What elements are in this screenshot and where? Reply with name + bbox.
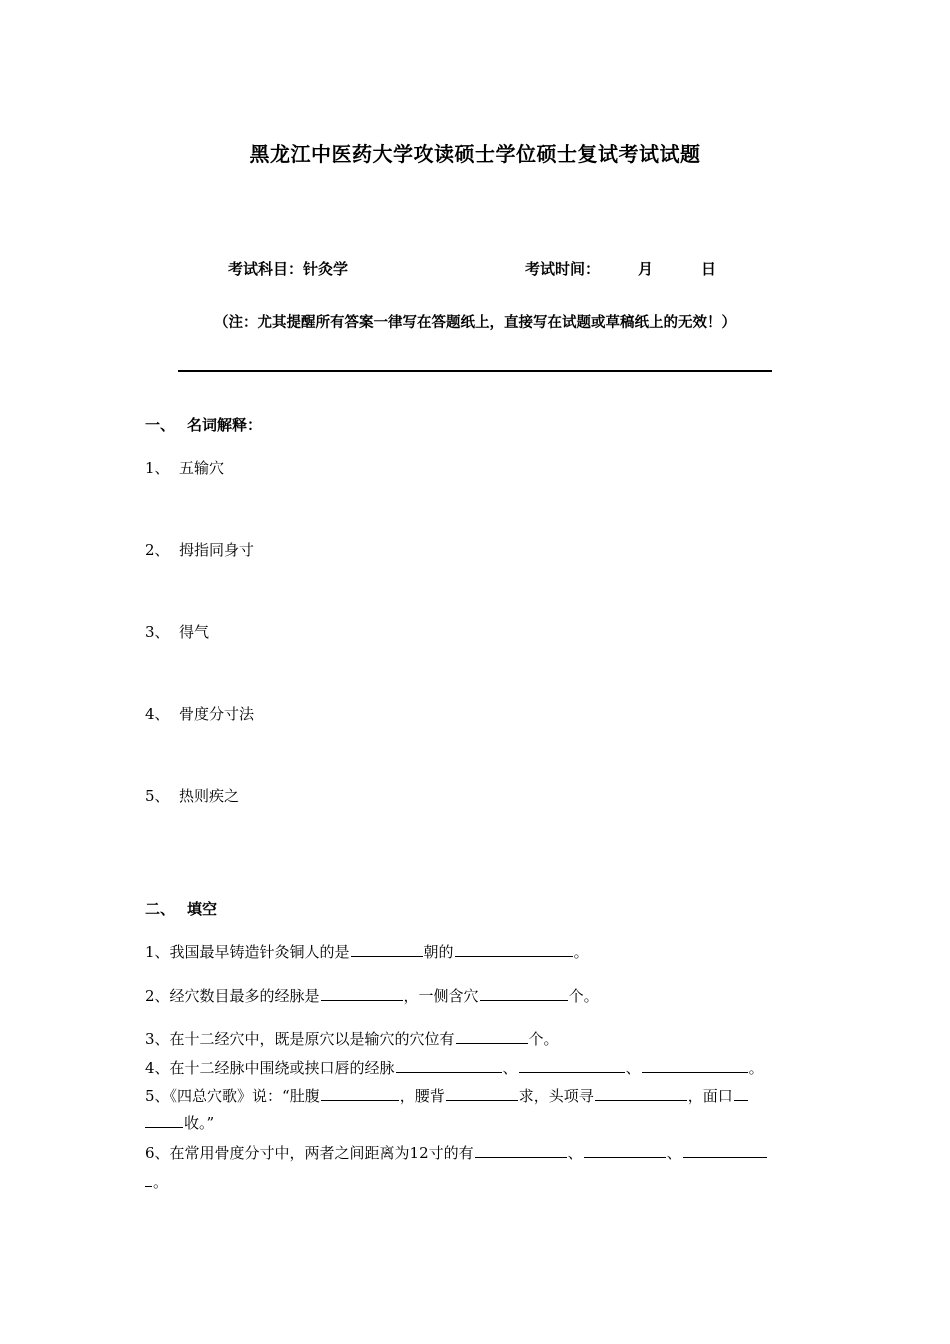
term-number: 4、 — [145, 705, 170, 723]
question-text: 朝的 — [423, 943, 454, 961]
term-item — [145, 703, 254, 724]
answer-blank — [734, 1086, 748, 1101]
question-text: 2、经穴数目最多的经脉是 — [145, 987, 320, 1005]
question-text: 、 — [666, 1144, 682, 1162]
answer-blank — [519, 1058, 625, 1073]
answer-blank — [396, 1058, 502, 1073]
answer-blank — [446, 1086, 518, 1101]
fill-question-6-cont — [145, 1171, 168, 1192]
section-1-title: 名词解释： — [187, 416, 263, 434]
answer-blank — [480, 986, 568, 1001]
header-divider — [178, 370, 772, 372]
question-text: 4、在十二经脉中围绕或挟口唇的经脉 — [145, 1059, 395, 1077]
exam-day-label: 日 — [701, 260, 717, 278]
answer-blank — [455, 942, 573, 957]
page-title: 黑龙江中医药大学攻读硕士学位硕士复试考试试题 — [249, 142, 701, 166]
question-text: 、 — [625, 1059, 641, 1077]
question-text: 。 — [748, 1059, 764, 1077]
fill-question-3 — [145, 1028, 559, 1049]
term-item — [145, 457, 224, 478]
term-number: 1、 — [145, 459, 170, 477]
fill-question-5-cont — [145, 1112, 214, 1133]
section-2-heading — [145, 898, 217, 919]
answer-blank — [642, 1058, 748, 1073]
question-text: 求，头项寻 — [518, 1087, 594, 1105]
question-text: 6、在常用骨度分寸中，两者之间距离为12寸的有 — [145, 1144, 474, 1162]
answer-blank — [584, 1143, 666, 1158]
answer-blank — [321, 986, 403, 1001]
question-text: ，腰背 — [399, 1087, 445, 1105]
answer-blank — [456, 1029, 528, 1044]
question-text: 。 — [153, 1173, 169, 1191]
exam-note: （注：尤其提醒所有答案一律写在答题纸上，直接写在试题或草稿纸上的无效！） — [214, 314, 736, 331]
question-text: 。 — [573, 943, 589, 961]
question-text: 3、在十二经穴中，既是原穴以是输穴的穴位有 — [145, 1030, 455, 1048]
term-number: 2、 — [145, 541, 170, 559]
section-2-number: 二、 — [145, 900, 176, 918]
answer-blank — [145, 1172, 152, 1187]
answer-blank — [321, 1086, 399, 1101]
term-text: 骨度分寸法 — [179, 705, 255, 723]
question-text: 、 — [567, 1144, 583, 1162]
exam-time — [525, 258, 716, 279]
question-text: 5、《四总穴歌》说：“肚腹 — [145, 1087, 320, 1105]
answer-blank — [683, 1143, 767, 1158]
fill-question-6 — [145, 1142, 768, 1163]
answer-blank — [595, 1086, 687, 1101]
question-text: 收。” — [184, 1114, 215, 1132]
fill-question-1 — [145, 941, 589, 962]
exam-subject: 考试科目：针灸学 — [228, 260, 349, 278]
exam-time-label: 考试时间： — [525, 260, 601, 278]
answer-blank — [475, 1143, 567, 1158]
question-text: ，面口 — [687, 1087, 733, 1105]
term-number: 3、 — [145, 623, 170, 641]
question-text: 个。 — [528, 1030, 559, 1048]
question-text: ，一侧含穴 — [403, 987, 479, 1005]
question-text: 个。 — [568, 987, 599, 1005]
term-text: 拇指同身寸 — [179, 541, 255, 559]
term-text: 五输穴 — [179, 459, 225, 477]
section-2-title: 填空 — [187, 900, 218, 918]
term-item — [145, 539, 254, 560]
question-text: 1、我国最早铸造针灸铜人的是 — [145, 943, 350, 961]
term-item — [145, 785, 239, 806]
answer-blank — [351, 942, 423, 957]
term-text: 得气 — [179, 623, 210, 641]
fill-question-2 — [145, 985, 599, 1006]
term-number: 5、 — [145, 787, 170, 805]
question-text: 、 — [502, 1059, 518, 1077]
fill-question-4 — [145, 1057, 764, 1078]
term-item — [145, 621, 209, 642]
section-1-number: 一、 — [145, 416, 176, 434]
term-text: 热则疾之 — [179, 787, 240, 805]
fill-question-5 — [145, 1085, 749, 1106]
exam-month-label: 月 — [638, 260, 654, 278]
answer-blank — [145, 1113, 183, 1128]
section-1-heading — [145, 414, 262, 435]
